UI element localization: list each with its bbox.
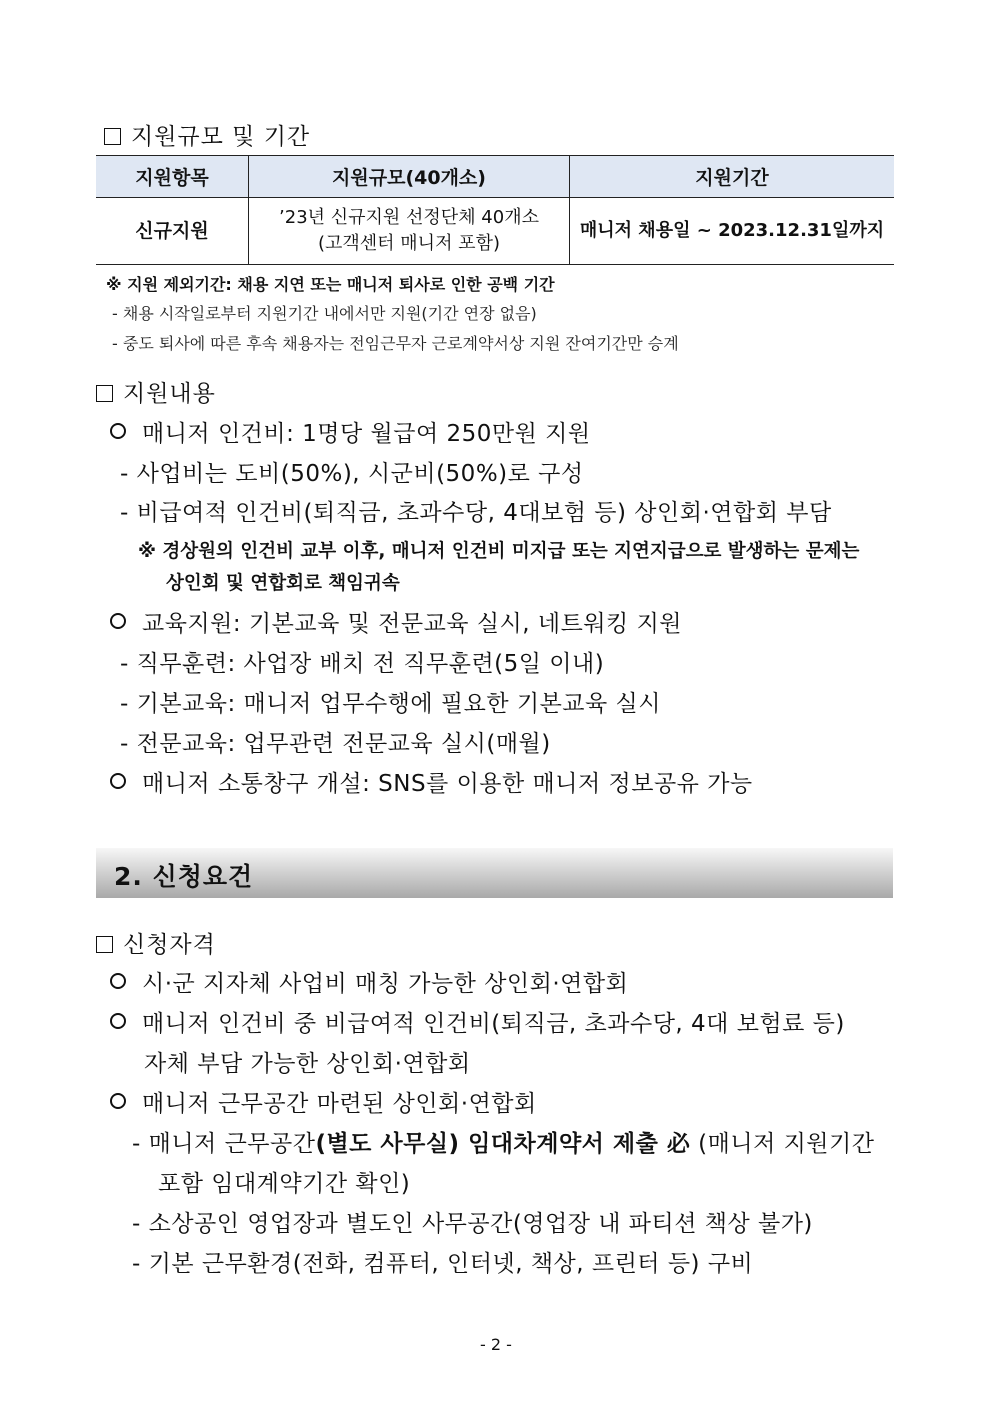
list-item: 매니저 소통창구 개설: SNS를 이용한 매니저 정보공유 가능 [110,765,753,798]
responsibility-note: ※ 경상원의 인건비 교부 이후, 매니저 인건비 미지급 또는 지연지급으로 발생하는 문제는 [138,541,860,562]
circle-bullet-icon [110,1013,126,1029]
exclusion-sub-note: - 채용 시작일로부터 지원기간 내에서만 지원(기간 연장 없음) [112,304,537,323]
table-header: 지원항목 [96,156,249,198]
table-cell-item: 신규지원 [96,198,249,265]
scale-line: (고객센터 매니저 포함) [318,233,500,254]
list-item: - 직무훈련: 사업장 배치 전 직무훈련(5일 이내) [120,651,605,677]
list-item: 매니저 근무공간 마련된 상인회·연합회 [110,1085,537,1118]
list-item: - 전문교육: 업무관련 전문교육 실시(매월) [120,731,551,757]
list-item: - 기본 근무환경(전화, 컴퓨터, 인터넷, 책상, 프린터 등) 구비 [132,1251,754,1277]
circle-bullet-icon [110,773,126,789]
section-title-bar [96,848,893,898]
list-item: - 기본교육: 매니저 업무수행에 필요한 기본교육 실시 [120,691,661,717]
table-header-row [96,156,894,198]
list-item: - 사업비는 도비(50%), 시군비(50%)로 구성 [120,461,584,487]
circle-bullet-icon [110,423,126,439]
checkbox-square-icon [96,385,113,402]
list-item: 교육지원: 기본교육 및 전문교육 실시, 네트워킹 지원 [110,605,682,638]
list-item: - 비급여적 인건비(퇴직금, 초과수당, 4대보험 등) 상인회·연합회 부담 [120,500,832,526]
exclusion-note: ※ 지원 제외기간: 채용 지연 또는 매니저 퇴사로 인한 공백 기간 [106,275,555,294]
checkbox-square-icon [96,936,113,953]
table-header: 지원기간 [570,156,895,198]
circle-bullet-icon [110,613,126,629]
table-cell-scale [249,198,570,265]
checkbox-square-icon [104,128,121,145]
section-heading-eligibility: 신청자격 [96,926,216,959]
circle-bullet-icon [110,1093,126,1109]
support-scale-table [96,155,894,265]
table-row [96,198,894,265]
responsibility-note: 상인회 및 연합회로 책임귀속 [166,573,400,594]
table-cell-period: 매니저 채용일 ~ 2023.12.31일까지 [570,198,895,265]
exclusion-sub-note: - 중도 퇴사에 따른 후속 채용자는 전임근무자 근로계약서상 지원 잔여기간만 승계 [112,334,679,353]
page-number: - 2 - [480,1335,512,1354]
list-item-continuation: 포함 임대계약기간 확인) [158,1171,411,1197]
section-heading-support-scale: 지원규모 및 기간 [104,118,310,151]
list-item-continuation: 자체 부담 가능한 상인회·연합회 [144,1051,471,1077]
section-title: 2. 신청요건 [114,862,254,891]
list-item: 시·군 지자체 사업비 매칭 가능한 상인회·연합회 [110,965,628,998]
list-item: 매니저 인건비 중 비급여적 인건비(퇴직금, 초과수당, 4대 보험료 등) [110,1005,845,1038]
list-item: - 매니저 근무공간(별도 사무실) 임대차계약서 제출 必 (매니저 지원기간 [132,1131,875,1157]
table-header: 지원규모(40개소) [249,156,570,198]
list-item: - 소상공인 영업장과 별도인 사무공간(영업장 내 파티션 책상 불가) [132,1211,813,1237]
section-heading-support-content: 지원내용 [96,375,216,408]
scale-line: ’23년 신규지원 선정단체 40개소 [279,207,539,228]
circle-bullet-icon [110,973,126,989]
list-item: 매니저 인건비: 1명당 월급여 250만원 지원 [110,415,591,448]
emphasis-text: (별도 사무실) 임대차계약서 제출 必 [315,1131,691,1157]
